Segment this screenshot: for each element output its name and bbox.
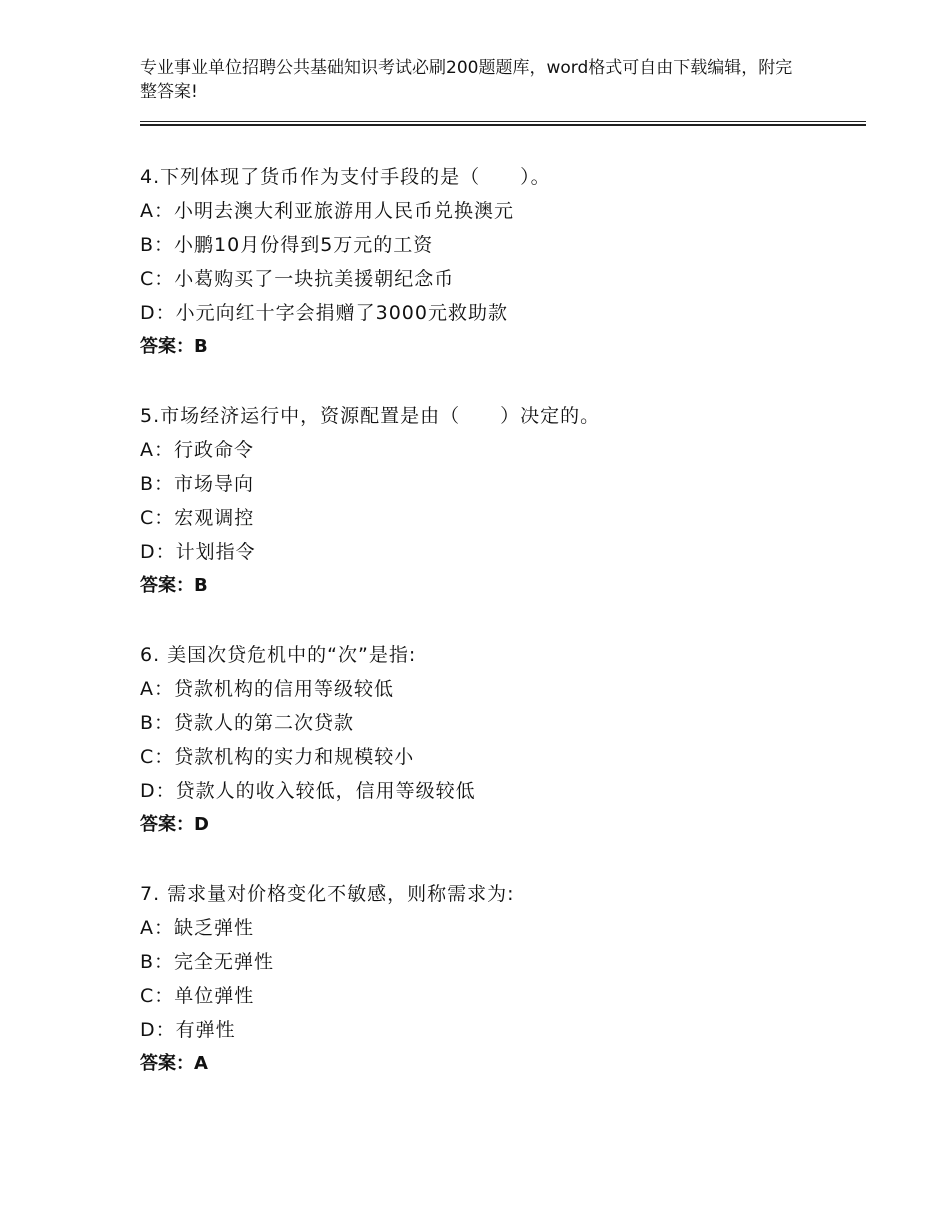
option-a: A：行政命令 (140, 439, 254, 461)
answer-text: 答案：B (140, 575, 208, 596)
question-stem: 5.市场经济运行中，资源配置是由（ ）决定的。 (140, 405, 601, 427)
option-d: D：贷款人的收入较低，信用等级较低 (140, 780, 476, 802)
answer-text: 答案：D (140, 814, 209, 835)
option-a: A：小明去澳大利亚旅游用人民币兑换澳元 (140, 200, 514, 222)
option-b: B：小鹏10月份得到5万元的工资 (140, 234, 434, 256)
question-block (140, 877, 860, 1081)
option-d: D：计划指令 (140, 541, 256, 563)
option-d: D：小元向红十字会捐赠了3000元救助款 (140, 302, 508, 324)
question-stem: 6. 美国次贷危机中的“次”是指: (140, 644, 417, 666)
answer-text: 答案：B (140, 336, 208, 357)
option-c: C：单位弹性 (140, 985, 255, 1007)
question-block (140, 399, 860, 603)
question-stem: 7. 需求量对价格变化不敏感，则称需求为: (140, 883, 515, 905)
option-a: A：贷款机构的信用等级较低 (140, 678, 394, 700)
question-block (140, 638, 860, 842)
document-header: 专业事业单位招聘公共基础知识考试必刷200题题库，word格式可自由下载编辑，附完整答案! (140, 58, 793, 102)
question-stem: 4.下列体现了货币作为支付手段的是（ ）。 (140, 166, 551, 188)
option-c: C：小葛购买了一块抗美援朝纪念币 (140, 268, 455, 290)
question-block (140, 160, 860, 364)
option-d: D：有弹性 (140, 1019, 236, 1041)
answer-text: 答案：A (140, 1053, 208, 1074)
option-a: A：缺乏弹性 (140, 917, 254, 939)
option-b: B：市场导向 (140, 473, 255, 495)
header-divider-thick (140, 124, 866, 126)
option-c: C：贷款机构的实力和规模较小 (140, 746, 415, 768)
option-c: C：宏观调控 (140, 507, 255, 529)
option-b: B：贷款人的第二次贷款 (140, 712, 355, 734)
option-b: B：完全无弹性 (140, 951, 275, 973)
header-divider-thin (140, 121, 866, 122)
